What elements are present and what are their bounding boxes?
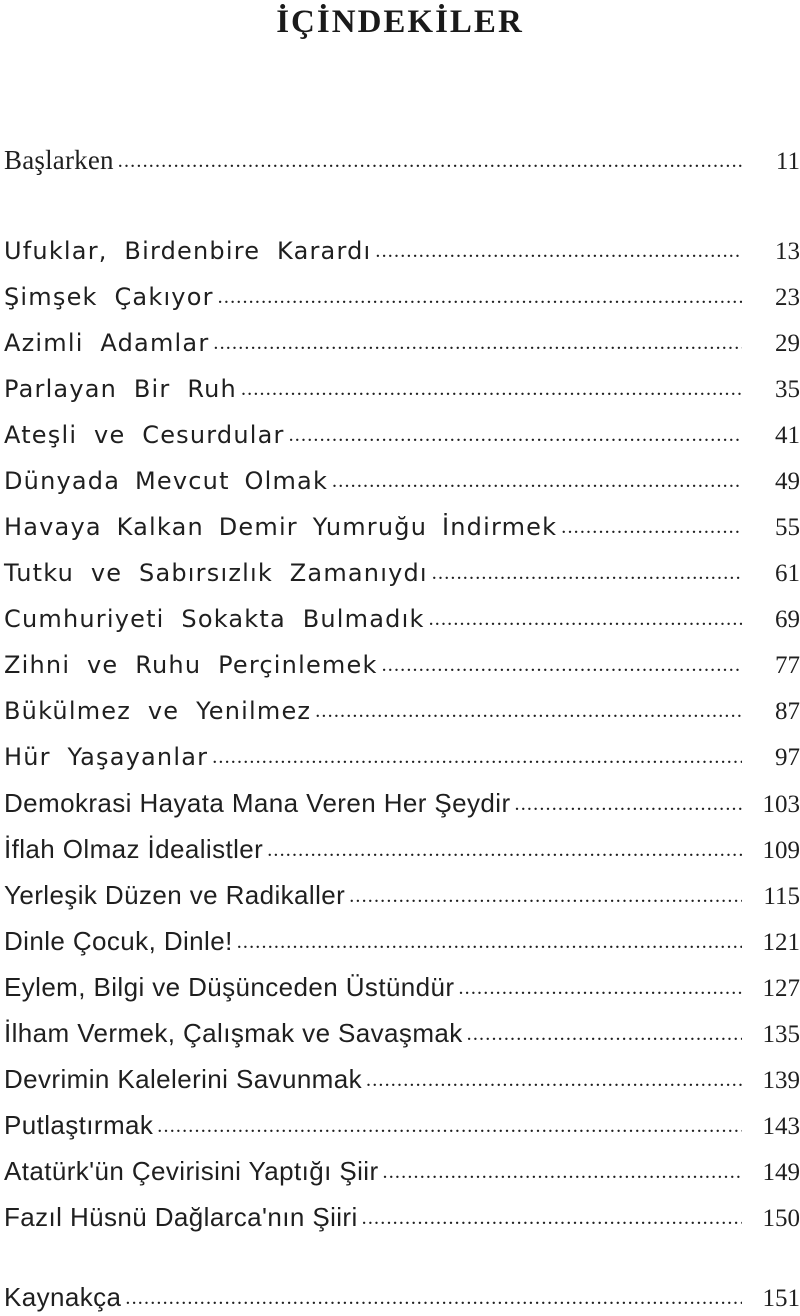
toc-entry-title: Eylem, Bilgi ve Düşünceden Üstündür [4, 972, 455, 1002]
dot-leader [383, 1155, 742, 1189]
toc-entry[interactable] [4, 694, 800, 728]
toc-entry[interactable] [4, 1016, 800, 1050]
toc-entry-title: Zihni ve Ruhu Perçinlemek [4, 651, 378, 679]
toc-entry-title: İflah Olmaz İdealistler [4, 834, 264, 864]
dot-leader [237, 925, 742, 959]
toc-entry[interactable] [4, 1200, 800, 1234]
toc-entry[interactable] [4, 326, 800, 360]
toc-entry-title: Devrimin Kalelerini Savunmak [4, 1064, 362, 1094]
toc-entry-page: 135 [762, 1021, 800, 1048]
toc-entry-title: Şimşek Çakıyor [4, 283, 214, 311]
toc-entry[interactable] [4, 970, 800, 1004]
dot-leader [458, 971, 742, 1005]
toc-entry[interactable] [4, 1108, 800, 1142]
dot-leader [332, 464, 742, 498]
dot-leader [561, 510, 742, 544]
toc-entry-page: 23 [775, 284, 800, 311]
toc-entry-page: 61 [775, 560, 800, 587]
toc-entry-title: Dünyada Mevcut Olmak [4, 467, 329, 495]
toc-entry[interactable] [4, 924, 800, 958]
dot-leader [241, 372, 742, 406]
dot-leader [315, 694, 742, 728]
dot-leader [349, 879, 742, 913]
page-title: İÇİNDEKİLER [276, 4, 524, 40]
toc-entry[interactable] [4, 786, 800, 820]
toc-entry-page: 151 [762, 1285, 800, 1312]
dot-leader [157, 1109, 742, 1143]
toc-entry-title: Dinle Çocuk, Dinle! [4, 926, 233, 956]
toc-entry-title: Havaya Kalkan Demir Yumruğu İndirmek [4, 513, 558, 541]
toc-entry-page: 49 [775, 468, 800, 495]
dot-leader [375, 234, 742, 268]
toc-entry[interactable] [4, 372, 800, 406]
toc-entry-page: 11 [775, 148, 800, 175]
toc-entry-page: 139 [762, 1067, 800, 1094]
dot-leader [267, 833, 742, 867]
toc-entry[interactable] [4, 510, 800, 544]
toc-entry[interactable] [4, 832, 800, 866]
toc-entry-title: Atatürk'ün Çevirisini Yaptığı Şiir [4, 1156, 379, 1186]
dot-leader [289, 418, 742, 452]
dot-leader [125, 1281, 742, 1315]
toc-entry-page: 149 [762, 1159, 800, 1186]
toc-entry-page: 97 [775, 744, 800, 771]
toc-entry[interactable] [4, 1154, 800, 1188]
toc-entry-title: Yerleşik Düzen ve Radikaller [4, 880, 346, 910]
dot-leader [432, 556, 742, 590]
toc-entry-page: 55 [775, 514, 800, 541]
toc-entry[interactable] [4, 234, 800, 268]
toc-entry-page: 150 [762, 1205, 800, 1232]
toc-entry-title: İlham Vermek, Çalışmak ve Savaşmak [4, 1018, 463, 1048]
toc-entry-title: Fazıl Hüsnü Dağlarca'nın Şiiri [4, 1202, 358, 1232]
toc-entry-page: 77 [775, 652, 800, 679]
toc-entry-page: 87 [775, 698, 800, 725]
toc-entry-page: 69 [775, 606, 800, 633]
toc-entry[interactable] [4, 1062, 800, 1096]
toc-entry-page: 121 [762, 929, 800, 956]
dot-leader [213, 326, 742, 360]
toc-entry-title: Tutku ve Sabırsızlık Zamanıydı [4, 559, 428, 587]
dot-leader [515, 787, 742, 821]
toc-entry[interactable] [4, 740, 800, 774]
toc-entry[interactable] [4, 464, 800, 498]
toc-entry-title: Başlarken [4, 145, 114, 175]
toc-entry[interactable] [4, 648, 800, 682]
toc-entry-title: Bükülmez ve Yenilmez [4, 697, 312, 725]
toc-entry[interactable] [4, 878, 800, 912]
toc-entry[interactable] [4, 556, 800, 590]
toc-entry-page: 109 [762, 837, 800, 864]
toc-entry-title: Cumhuriyeti Sokakta Bulmadık [4, 605, 425, 633]
toc-entry-title: Putlaştırmak [4, 1110, 154, 1140]
toc-entry-page: 103 [762, 791, 800, 818]
toc-entry-title: Ufuklar, Birdenbire Karardı [4, 237, 372, 265]
toc-entry-title: Hür Yaşayanlar [4, 743, 209, 771]
dot-leader [382, 648, 742, 682]
dot-leader [467, 1017, 742, 1051]
toc-entry-title: Ateşli ve Cesurdular [4, 421, 285, 449]
dot-leader [118, 144, 742, 178]
dot-leader [366, 1063, 742, 1097]
toc-entry[interactable] [4, 602, 800, 636]
toc-entry-page: 35 [775, 376, 800, 403]
toc-entry-page: 41 [775, 422, 800, 449]
toc-entry-page: 143 [762, 1113, 800, 1140]
toc-entry[interactable] [4, 280, 800, 314]
dot-leader [218, 280, 742, 314]
toc-entry-title: Parlayan Bir Ruh [4, 375, 237, 403]
toc-entry-page: 127 [762, 975, 800, 1002]
dot-leader [212, 740, 742, 774]
toc-entry[interactable] [4, 1280, 800, 1314]
toc-entry-page: 13 [775, 238, 800, 265]
toc-entry-title: Demokrasi Hayata Mana Veren Her Şeydir [4, 788, 511, 818]
toc-entry[interactable] [4, 143, 800, 177]
toc-entry-page: 29 [775, 330, 800, 357]
dot-leader [429, 602, 742, 636]
toc-entry[interactable] [4, 418, 800, 452]
toc-entry-title: Kaynakça [4, 1282, 122, 1312]
toc-entry-page: 115 [763, 883, 800, 910]
toc-entry-title: Azimli Adamlar [4, 329, 210, 357]
dot-leader [362, 1201, 742, 1235]
